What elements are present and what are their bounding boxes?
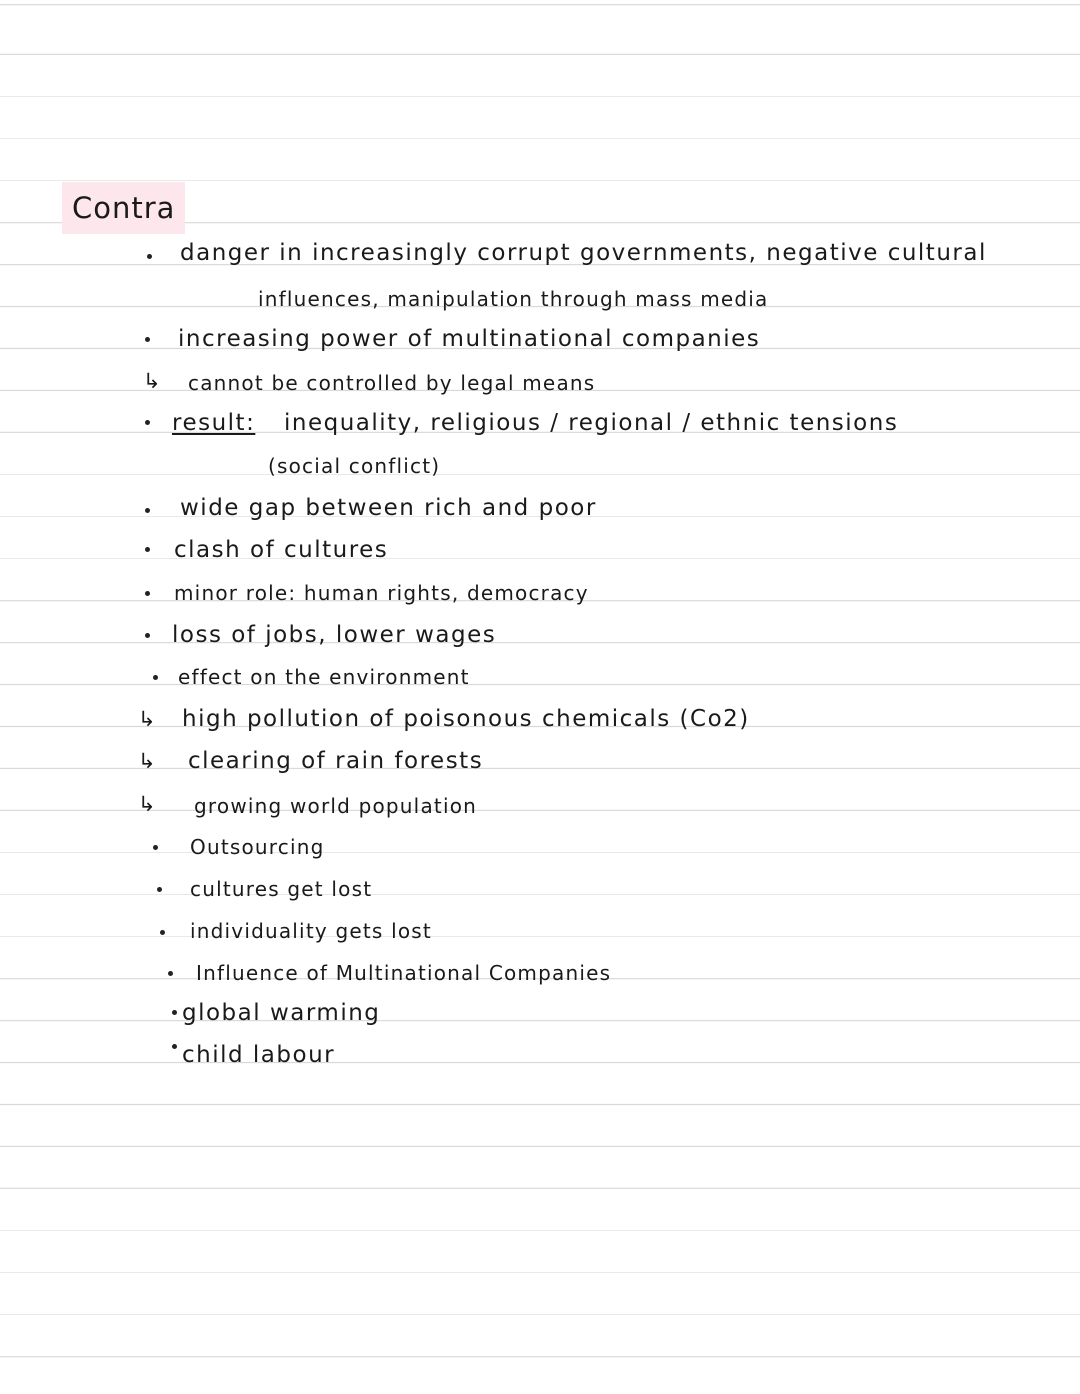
bullet-dot: [145, 420, 150, 425]
note-line: individuality gets lost: [190, 919, 432, 943]
bullet-dot: [153, 845, 158, 850]
bullet-dot: [145, 633, 150, 638]
bullet-dot: [157, 887, 162, 892]
bullet-dot: [147, 254, 152, 259]
note-line: Outsourcing: [190, 835, 325, 859]
bullet-dot: [172, 1044, 177, 1049]
bullet-dot: [145, 591, 150, 596]
bullet-dot: [145, 547, 150, 552]
bullet-dot: [145, 337, 150, 342]
note-line: clash of cultures: [174, 537, 389, 563]
bullet-dot: [160, 930, 165, 935]
note-line: loss of jobs, lower wages: [172, 622, 497, 648]
note-line: global warming: [182, 1000, 381, 1026]
bullet-dot: [168, 971, 173, 976]
note-line: high pollution of poisonous chemicals (Co2): [182, 706, 750, 732]
bullet-dot: [145, 508, 150, 513]
note-line: minor role: human rights, democracy: [174, 581, 589, 605]
note-line: child labour: [182, 1042, 336, 1068]
note-line: influences, manipulation through mass media: [258, 287, 769, 311]
note-line: danger in increasingly corrupt governments, negative cultural: [180, 240, 987, 266]
page-heading: Contra: [62, 182, 185, 234]
note-line: effect on the environment: [178, 665, 470, 689]
note-line: growing world population: [194, 794, 478, 818]
note-line: inequality, religious / regional / ethnic tensions: [284, 410, 899, 436]
sub-arrow-icon: ↳: [143, 369, 161, 393]
note-line: cannot be controlled by legal means: [188, 371, 596, 395]
sub-arrow-icon: ↳: [138, 749, 156, 773]
note-line: wide gap between rich and poor: [180, 495, 597, 521]
sub-arrow-icon: ↳: [138, 792, 156, 816]
bullet-dot: [172, 1010, 177, 1015]
note-line: Influence of Multinational Companies: [196, 961, 612, 985]
note-line: cultures get lost: [190, 877, 373, 901]
result-label: result:: [172, 410, 256, 436]
note-line: (social conflict): [268, 454, 441, 478]
sub-arrow-icon: ↳: [138, 707, 156, 731]
note-line: increasing power of multinational companies: [178, 326, 761, 352]
bullet-dot: [153, 675, 158, 680]
note-line: clearing of rain forests: [188, 748, 484, 774]
